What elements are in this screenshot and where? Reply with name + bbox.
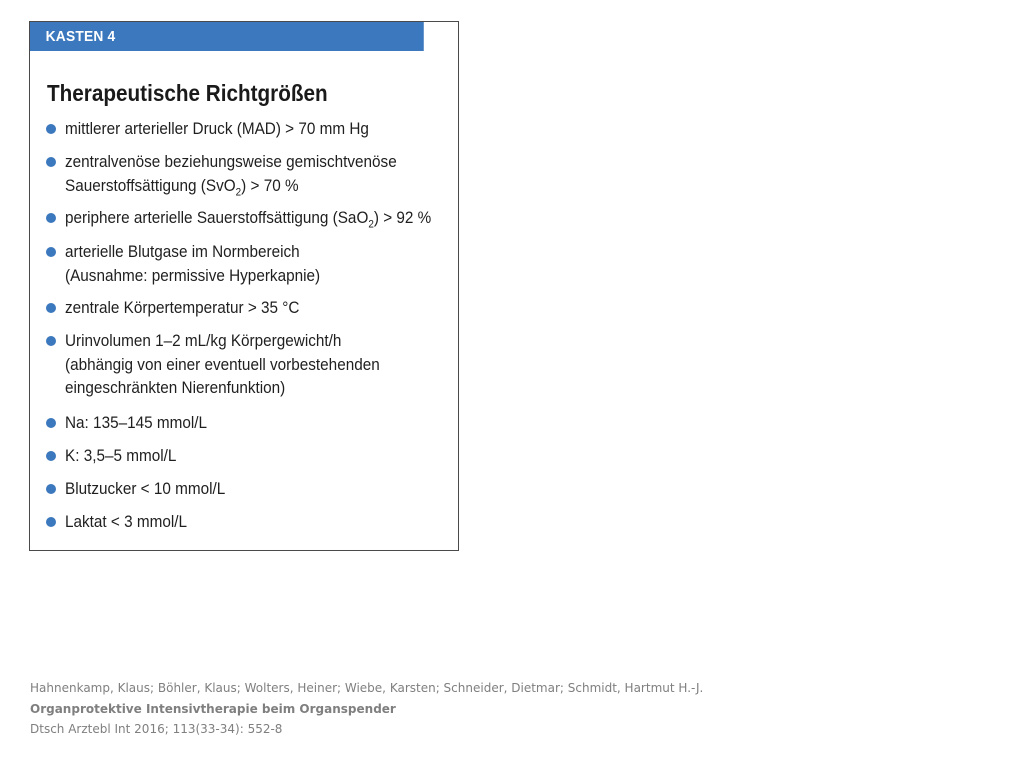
item-line: Na: 135–145 mmol/L (65, 413, 208, 432)
bullet-icon (46, 124, 56, 134)
item-line: periphere arterielle Sauerstoffsättigung (SaO$_2$) > 92 % (65, 208, 432, 231)
item-line: (abhängig von einer eventuell vorbestehenden (65, 354, 380, 374)
list-item (65, 477, 225, 501)
bullet-icon (46, 213, 56, 223)
footer-article-title: Organprotektive Intensivtherapie beim Organspender (30, 701, 396, 716)
list-item (65, 510, 187, 534)
footer-citation: Dtsch Arztebl Int 2016; 113(33-34): 552-8 (30, 722, 283, 736)
item-list (30, 22, 458, 550)
item-line: Blutzucker < 10 mmol/L (65, 479, 226, 498)
bullet-icon (46, 247, 56, 257)
box-title: Therapeutische Richtgrößen (47, 80, 328, 106)
citation-footer (30, 678, 703, 740)
bullet-icon (46, 451, 56, 461)
list-item (65, 240, 320, 287)
item-line: mittlerer arterieller Druck (MAD) > 70 mm Hg (65, 119, 369, 138)
list-item (65, 296, 299, 320)
item-line: Urinvolumen 1–2 mL/kg Körpergewicht/h (65, 331, 342, 350)
list-item (65, 444, 176, 468)
list-item (65, 329, 380, 400)
bullet-icon (46, 303, 56, 313)
footer-authors: Hahnenkamp, Klaus; Böhler, Klaus; Wolters, Heiner; Wiebe, Karsten; Schneider, Dietmar; Schmidt, Hartmut H.-J. (30, 681, 704, 695)
list-item (65, 150, 397, 197)
item-line: zentrale Körpertemperatur > 35 °C (65, 298, 300, 317)
list-item (65, 411, 207, 435)
bullet-icon (46, 418, 56, 428)
item-line: K: 3,5–5 mmol/L (65, 446, 177, 465)
item-line: (Ausnahme: permissive Hyperkapnie) (65, 265, 321, 285)
bullet-icon (46, 484, 56, 494)
list-item (65, 117, 369, 141)
item-line: Laktat < 3 mmol/L (65, 512, 188, 531)
item-line: zentralvenöse beziehungsweise gemischtvenöse (65, 152, 397, 171)
item-line: Sauerstoffsättigung (SvO$_2$) > 70 % (65, 175, 299, 198)
item-line: eingeschränkten Nierenfunktion) (65, 378, 286, 397)
bullet-icon (46, 336, 56, 346)
bullet-icon (46, 517, 56, 527)
info-box (29, 21, 459, 551)
list-item (65, 206, 431, 230)
bullet-icon (46, 157, 56, 167)
item-line: arterielle Blutgase im Normbereich (65, 242, 300, 261)
box-header: KASTEN 4 (30, 22, 424, 51)
